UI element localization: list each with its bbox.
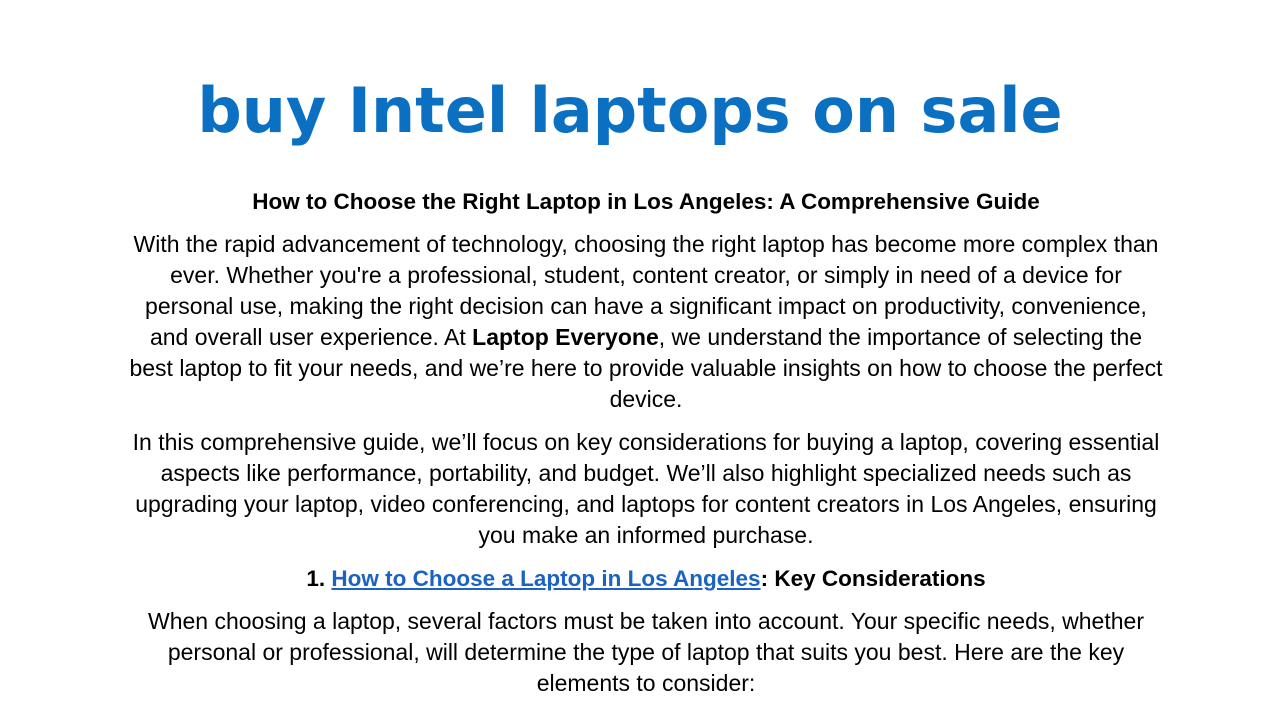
intro-paragraph: [128, 229, 1164, 415]
article-body: [128, 186, 1164, 699]
section-number: 1.: [306, 566, 332, 591]
intro-text-start: With the rapid advancement of technology, choosing the right laptop has become more complex than ever. Whether you're a professional, student, content creator, or simply in need of a device for personal use, making the right decision can have a significant impact on productivity, convenience, and overall user experience. At: [133, 231, 1159, 350]
article-heading: How to Choose the Right Laptop in Los Angeles: A Comprehensive Guide: [252, 189, 1040, 214]
brand-name: Laptop Everyone: [472, 324, 659, 350]
intro-text-end: , we understand the importance of selecting the best laptop to fit your needs, and we’re here to provide valuable insights on how to choose the perfect device.: [129, 324, 1163, 412]
page-title: buy Intel laptops on sale: [197, 74, 1063, 147]
guide-overview-paragraph: In this comprehensive guide, we’ll focus on key considerations for buying a laptop, covering essential aspects like performance, portability, and budget. We’ll also highlight specialized needs such as upgrading your laptop, video conferencing, and laptops for content creators in Los Angeles, ensuring you make an informed purchase.: [132, 429, 1160, 548]
considerations-paragraph: When choosing a laptop, several factors must be taken into account. Your specific needs, whether personal or professional, will determine the type of laptop that suits you best. Here are the key elements to consider:: [148, 608, 1144, 696]
section-heading-key-considerations: [128, 563, 1164, 594]
choose-laptop-link[interactable]: How to Choose a Laptop in Los Angeles: [331, 566, 761, 591]
section-heading-suffix: : Key Considerations: [760, 566, 986, 591]
